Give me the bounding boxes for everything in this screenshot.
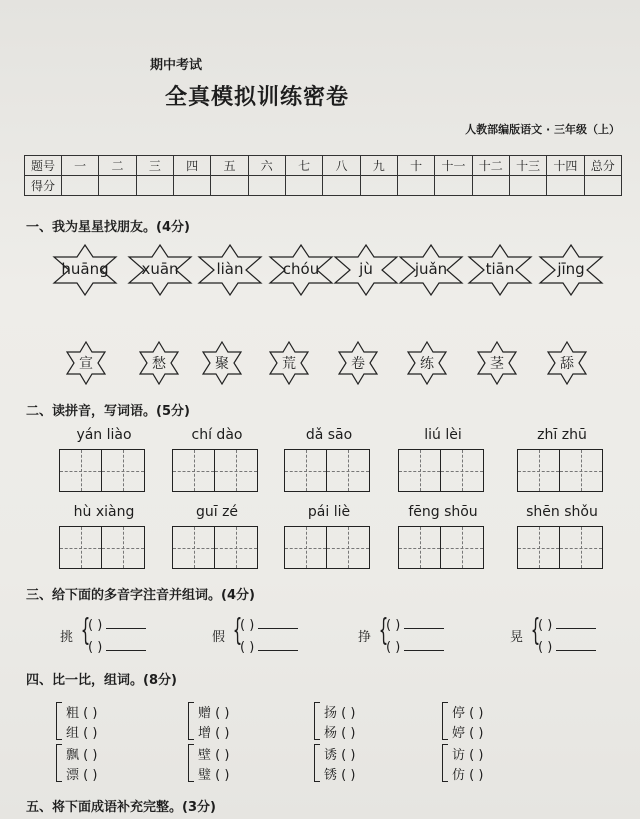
pinyin-writing-item	[517, 504, 607, 569]
score-cell[interactable]	[435, 176, 472, 196]
score-column: 十四	[547, 156, 584, 176]
score-cell[interactable]	[136, 176, 173, 196]
pinyin-label: dǎ sāo	[305, 427, 353, 443]
pinyin-writing-item	[284, 504, 374, 569]
word-blank[interactable]: ( )	[83, 768, 98, 783]
score-column: 二	[99, 156, 136, 176]
pinyin-star[interactable]: jù	[333, 244, 399, 296]
compare-group	[56, 700, 176, 740]
word-blank[interactable]: ( )	[83, 748, 98, 763]
score-cell[interactable]	[173, 176, 210, 196]
score-cell[interactable]	[323, 176, 360, 196]
pinyin-label: liú lèi	[424, 427, 462, 443]
polyphone-char: 挣	[358, 630, 372, 645]
word-blank[interactable]: ( )	[469, 768, 484, 783]
pinyin-label: guī zé	[195, 504, 239, 520]
score-table-header-row	[25, 156, 622, 176]
pinyin-label: zhī zhū	[537, 427, 587, 443]
compare-char: 壁	[198, 748, 212, 763]
section-3-title: 三、给下面的多音字注音并组词。(4分)	[26, 588, 255, 603]
word-blank[interactable]	[106, 616, 146, 629]
pinyin-star[interactable]: jīng	[538, 244, 604, 296]
edition-label: 人教部编版语文 · 三年级（上）	[465, 123, 620, 136]
writing-grid[interactable]	[441, 526, 484, 569]
pronunciation-blank[interactable]: ( )	[538, 640, 553, 655]
word-blank[interactable]: ( )	[469, 706, 484, 721]
score-column: 总分	[584, 156, 621, 176]
score-table	[24, 155, 622, 196]
writing-grid[interactable]	[102, 449, 145, 492]
character-star[interactable]: 练	[406, 341, 448, 385]
writing-grid[interactable]	[59, 526, 102, 569]
character-star[interactable]: 宣	[65, 341, 107, 385]
writing-grid[interactable]	[215, 449, 258, 492]
bracket-icon	[442, 744, 448, 782]
brace-icon: {	[378, 613, 389, 648]
pinyin-star[interactable]: juǎn	[398, 244, 464, 296]
compare-char: 飘	[66, 748, 80, 763]
pinyin-writing-item	[59, 504, 149, 569]
score-cell[interactable]	[248, 176, 285, 196]
word-blank[interactable]: ( )	[341, 768, 356, 783]
word-blank[interactable]: ( )	[341, 726, 356, 741]
score-column: 十	[397, 156, 434, 176]
pinyin-writing-item	[284, 427, 374, 492]
pinyin-star[interactable]: xuān	[127, 244, 193, 296]
bracket-icon	[188, 744, 194, 782]
pinyin-writing-item	[59, 427, 149, 492]
polyphone-item	[358, 614, 488, 658]
pinyin-label: chí dào	[191, 427, 243, 443]
section-1-title: 一、我为星星找朋友。(4分)	[26, 220, 190, 235]
character-star[interactable]: 舔	[546, 341, 588, 385]
writing-grid[interactable]	[215, 526, 258, 569]
word-blank[interactable]: ( )	[215, 748, 230, 763]
score-cell[interactable]	[62, 176, 99, 196]
word-blank[interactable]	[258, 638, 298, 651]
pronunciation-blank[interactable]: ( )	[538, 618, 553, 633]
compare-char: 赠	[198, 706, 212, 721]
brace-icon: {	[80, 613, 91, 648]
character-star[interactable]: 卷	[337, 341, 379, 385]
writing-grid[interactable]	[517, 526, 560, 569]
compare-char: 婷	[452, 726, 466, 741]
score-cell[interactable]	[547, 176, 584, 196]
word-blank[interactable]: ( )	[341, 706, 356, 721]
writing-grid[interactable]	[172, 526, 215, 569]
bracket-icon	[314, 702, 320, 740]
word-blank[interactable]: ( )	[215, 726, 230, 741]
word-blank[interactable]	[258, 616, 298, 629]
pinyin-star[interactable]: tiān	[467, 244, 533, 296]
compare-group	[188, 742, 308, 782]
score-column: 三	[136, 156, 173, 176]
word-blank[interactable]	[106, 638, 146, 651]
exam-title: 全真模拟训练密卷	[165, 85, 350, 110]
writing-grid[interactable]	[517, 449, 560, 492]
writing-grid[interactable]	[102, 526, 145, 569]
compare-char: 诱	[324, 748, 338, 763]
compare-char: 锈	[324, 768, 338, 783]
writing-grid[interactable]	[398, 449, 441, 492]
polyphone-item	[60, 614, 180, 658]
bracket-icon	[56, 744, 62, 782]
compare-group	[314, 742, 434, 782]
section-5-title: 五、将下面成语补充完整。(3分)	[26, 800, 216, 815]
score-cell[interactable]	[584, 176, 621, 196]
pinyin-writing-item	[398, 504, 488, 569]
section-2-title: 二、读拼音，写词语。(5分)	[26, 404, 190, 419]
word-blank[interactable]	[404, 638, 444, 651]
word-blank[interactable]	[556, 638, 596, 651]
compare-char: 扬	[324, 706, 338, 721]
writing-grid[interactable]	[172, 449, 215, 492]
word-blank[interactable]: ( )	[469, 748, 484, 763]
character-star[interactable]: 愁	[138, 341, 180, 385]
compare-group	[442, 700, 562, 740]
score-column: 十三	[509, 156, 546, 176]
writing-grid[interactable]	[327, 526, 370, 569]
compare-group	[188, 700, 308, 740]
pronunciation-blank[interactable]: ( )	[88, 640, 103, 655]
compare-char: 组	[66, 726, 80, 741]
word-blank[interactable]	[556, 616, 596, 629]
bracket-icon	[442, 702, 448, 740]
compare-group	[56, 742, 176, 782]
pronunciation-blank[interactable]: ( )	[240, 618, 255, 633]
writing-grid[interactable]	[560, 449, 603, 492]
character-star[interactable]: 聚	[201, 341, 243, 385]
compare-group	[314, 700, 434, 740]
pinyin-label: shēn shǒu	[526, 504, 598, 520]
score-table-row-label: 题号	[25, 156, 62, 176]
score-table-score-row	[25, 176, 622, 196]
pinyin-label: hù xiàng	[73, 504, 135, 520]
pronunciation-blank[interactable]: ( )	[386, 640, 401, 655]
brace-icon: {	[530, 613, 541, 648]
writing-grid[interactable]	[560, 526, 603, 569]
score-cell[interactable]	[285, 176, 322, 196]
writing-grid[interactable]	[398, 526, 441, 569]
pronunciation-blank[interactable]: ( )	[240, 640, 255, 655]
pinyin-star[interactable]: huāng	[52, 244, 118, 296]
score-cell[interactable]	[211, 176, 248, 196]
score-column: 十二	[472, 156, 509, 176]
pinyin-writing-item	[517, 427, 607, 492]
compare-char: 访	[452, 748, 466, 763]
word-blank[interactable]: ( )	[83, 726, 98, 741]
score-column: 一	[62, 156, 99, 176]
score-column: 七	[285, 156, 322, 176]
writing-grid[interactable]	[327, 449, 370, 492]
exam-type: 期中考试	[150, 58, 203, 73]
bracket-icon	[314, 744, 320, 782]
writing-grid[interactable]	[284, 526, 327, 569]
pinyin-star[interactable]: liàn	[197, 244, 263, 296]
polyphone-char: 挑	[60, 630, 74, 645]
score-cell[interactable]	[360, 176, 397, 196]
polyphone-char: 假	[212, 630, 226, 645]
word-blank[interactable]: ( )	[469, 726, 484, 741]
character-star[interactable]: 荒	[268, 341, 310, 385]
writing-grid[interactable]	[284, 449, 327, 492]
compare-char: 漂	[66, 768, 80, 783]
score-column: 八	[323, 156, 360, 176]
score-column: 五	[211, 156, 248, 176]
score-cell[interactable]	[99, 176, 136, 196]
bracket-icon	[56, 702, 62, 740]
pinyin-label: yán liào	[76, 427, 132, 443]
pinyin-writing-item	[398, 427, 488, 492]
character-star[interactable]: 茎	[476, 341, 518, 385]
brace-icon: {	[232, 613, 243, 648]
score-column: 四	[173, 156, 210, 176]
bracket-icon	[188, 702, 194, 740]
pinyin-writing-item	[172, 427, 262, 492]
section-4-title: 四、比一比，组词。(8分)	[26, 673, 177, 688]
polyphone-item	[510, 614, 630, 658]
score-table-row-label: 得分	[25, 176, 62, 196]
writing-grid[interactable]	[441, 449, 484, 492]
word-blank[interactable]: ( )	[83, 706, 98, 721]
compare-char: 杨	[324, 726, 338, 741]
compare-group	[442, 742, 562, 782]
word-blank[interactable]: ( )	[215, 768, 230, 783]
word-blank[interactable]: ( )	[341, 748, 356, 763]
compare-char: 璧	[198, 768, 212, 783]
polyphone-item	[212, 614, 342, 658]
polyphone-char: 晃	[510, 630, 524, 645]
pinyin-writing-item	[172, 504, 262, 569]
pronunciation-blank[interactable]: ( )	[386, 618, 401, 633]
pronunciation-blank[interactable]: ( )	[88, 618, 103, 633]
score-column: 十一	[435, 156, 472, 176]
compare-char: 增	[198, 726, 212, 741]
pinyin-label: pái liè	[307, 504, 351, 520]
compare-char: 仿	[452, 768, 466, 783]
word-blank[interactable]: ( )	[215, 706, 230, 721]
score-cell[interactable]	[509, 176, 546, 196]
pinyin-label: fēng shōu	[408, 504, 478, 520]
score-cell[interactable]	[472, 176, 509, 196]
compare-char: 停	[452, 706, 466, 721]
score-column: 九	[360, 156, 397, 176]
writing-grid[interactable]	[59, 449, 102, 492]
word-blank[interactable]	[404, 616, 444, 629]
score-column: 六	[248, 156, 285, 176]
score-cell[interactable]	[397, 176, 434, 196]
compare-char: 粗	[66, 706, 80, 721]
pinyin-star[interactable]: chóu	[268, 244, 334, 296]
